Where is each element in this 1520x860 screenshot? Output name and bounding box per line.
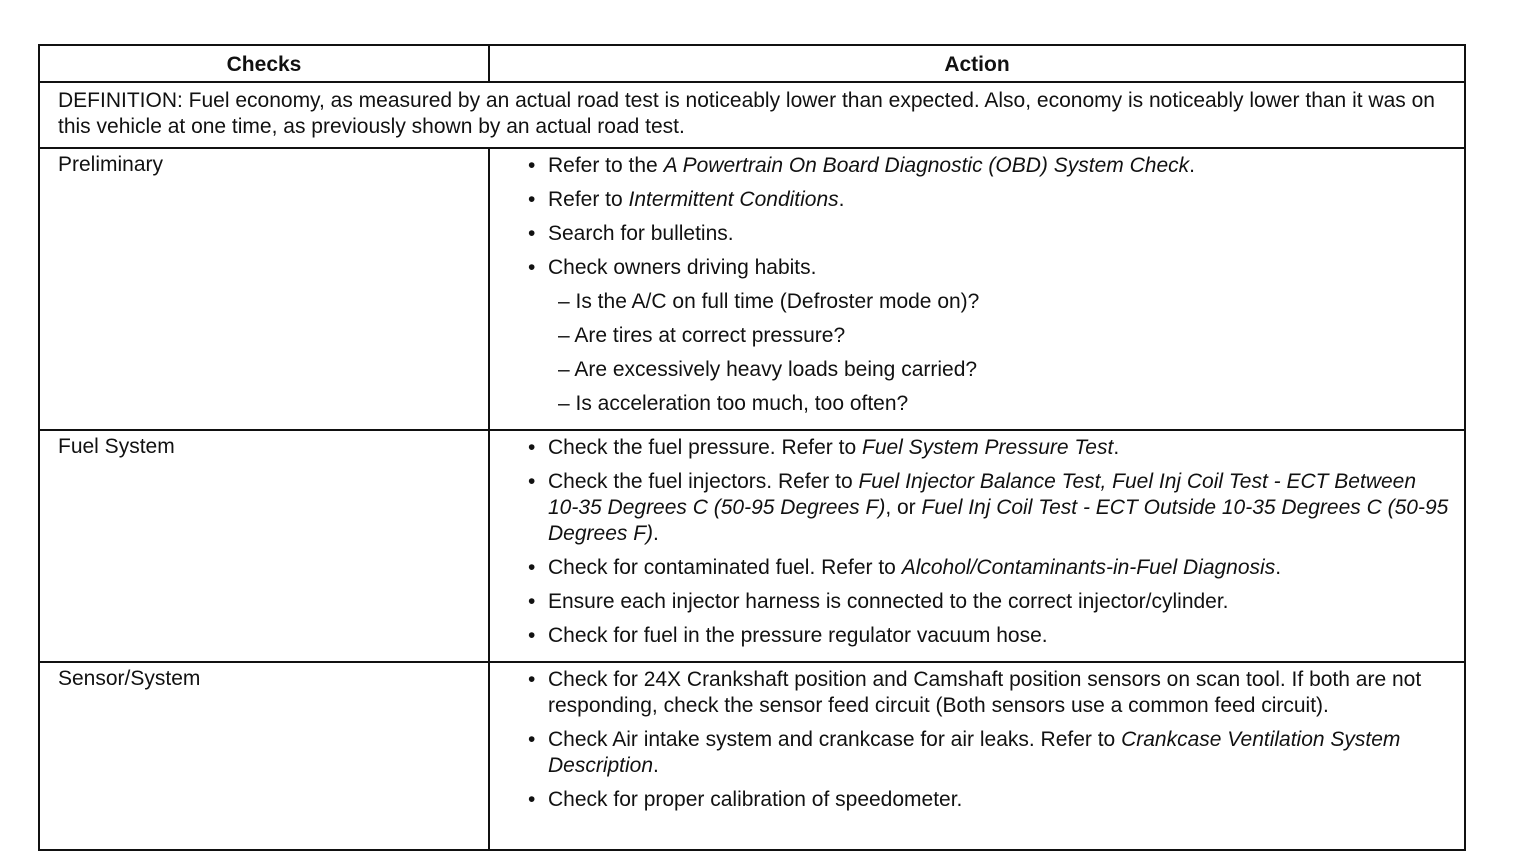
action-text: Check for proper calibration of speedometer. (548, 788, 963, 811)
sub-action-item: – Is acceleration too much, too often? (558, 392, 909, 415)
action-tail: . (838, 188, 845, 211)
header-action: Action (489, 45, 1465, 82)
check-label: Preliminary (39, 148, 489, 430)
sub-action-item: – Are excessively heavy loads being carried? (558, 358, 978, 381)
action-item (528, 187, 1450, 213)
action-tail: . (653, 522, 659, 545)
action-item (528, 787, 1450, 813)
check-label: Fuel System (39, 430, 489, 662)
action-text: Check for contaminated fuel. Refer to (548, 556, 902, 579)
bullet-icon: • (528, 668, 536, 691)
fuel-economy-diagnostic-table (38, 44, 1466, 851)
action-text: Refer to the (548, 154, 664, 177)
diagnostic-document (38, 44, 1464, 851)
action-reference: Fuel System Pressure Test (862, 436, 1114, 459)
action-item (528, 667, 1450, 719)
table-row (39, 148, 1465, 430)
action-cell (489, 430, 1465, 662)
action-text: Check the fuel pressure. Refer to (548, 436, 862, 459)
definition-text: DEFINITION: Fuel economy, as measured by an actual road test is noticeably lower than expected. Also, economy is noticeably lower than it was on this vehicle at one time, as previously shown by an actual road test. (39, 82, 1465, 148)
action-item (528, 727, 1450, 779)
bullet-icon: • (528, 188, 536, 211)
action-list (528, 153, 1450, 417)
action-tail: . (1113, 436, 1120, 459)
action-reference: Intermittent Conditions (628, 188, 839, 211)
bullet-icon: • (528, 624, 536, 647)
action-text: Check the fuel injectors. Refer to (548, 470, 859, 493)
bullet-icon: • (528, 470, 536, 493)
action-item (528, 435, 1450, 461)
action-reference: A Powertrain On Board Diagnostic (OBD) System Check (663, 154, 1190, 177)
header-checks: Checks (39, 45, 489, 82)
bullet-icon: • (528, 436, 536, 459)
bullet-icon: • (528, 154, 536, 177)
action-text: Refer to (548, 188, 629, 211)
action-item (528, 153, 1450, 179)
action-reference-2: Fuel Inj Coil Test - ECT Outside 10-35 Degrees C (50-95 Degrees F) (548, 496, 1449, 545)
action-item (528, 555, 1450, 581)
sub-action-list (558, 289, 1450, 417)
action-item (528, 255, 1450, 417)
definition-row (39, 82, 1465, 148)
table-row (39, 662, 1465, 850)
table-header-row (39, 45, 1465, 82)
bullet-icon: • (528, 590, 536, 613)
bullet-icon: • (528, 556, 536, 579)
bullet-icon: • (528, 728, 536, 751)
action-text: Check for fuel in the pressure regulator vacuum hose. (548, 624, 1048, 647)
action-cell (489, 662, 1465, 850)
action-list (528, 667, 1450, 813)
action-text: Check for 24X Crankshaft position and Camshaft position sensors on scan tool. If both are not responding, check the sensor feed circuit (Both sensors use a common feed circuit). (548, 668, 1422, 717)
action-item (528, 221, 1450, 247)
action-cell (489, 148, 1465, 430)
action-item (528, 623, 1450, 649)
action-tail: . (1275, 556, 1282, 579)
bullet-icon: • (528, 222, 536, 245)
bullet-icon: • (528, 256, 536, 279)
action-item (528, 589, 1450, 615)
action-reference: Fuel Injector Balance Test, Fuel Inj Coil Test - ECT Between 10-35 Degrees C (50-95 Degrees F) (548, 470, 1417, 519)
action-tail: . (653, 754, 659, 777)
action-text: Check Air intake system and crankcase for air leaks. Refer to (548, 728, 1122, 751)
action-reference: Crankcase Ventilation System Description (548, 728, 1401, 777)
table-row (39, 430, 1465, 662)
action-item (528, 469, 1450, 547)
action-text: Search for bulletins. (548, 222, 734, 245)
bullet-icon: • (528, 788, 536, 811)
action-text: Check owners driving habits. (548, 256, 817, 279)
action-list (528, 435, 1450, 649)
sub-action-item: – Is the A/C on full time (Defroster mode on)? (558, 290, 980, 313)
action-mid: , or (885, 496, 922, 519)
check-label: Sensor/System (39, 662, 489, 850)
action-reference: Alcohol/Contaminants-in-Fuel Diagnosis (901, 556, 1276, 579)
sub-action-item: – Are tires at correct pressure? (558, 324, 846, 347)
action-tail: . (1189, 154, 1195, 177)
action-text: Ensure each injector harness is connected to the correct injector/cylinder. (548, 590, 1229, 613)
